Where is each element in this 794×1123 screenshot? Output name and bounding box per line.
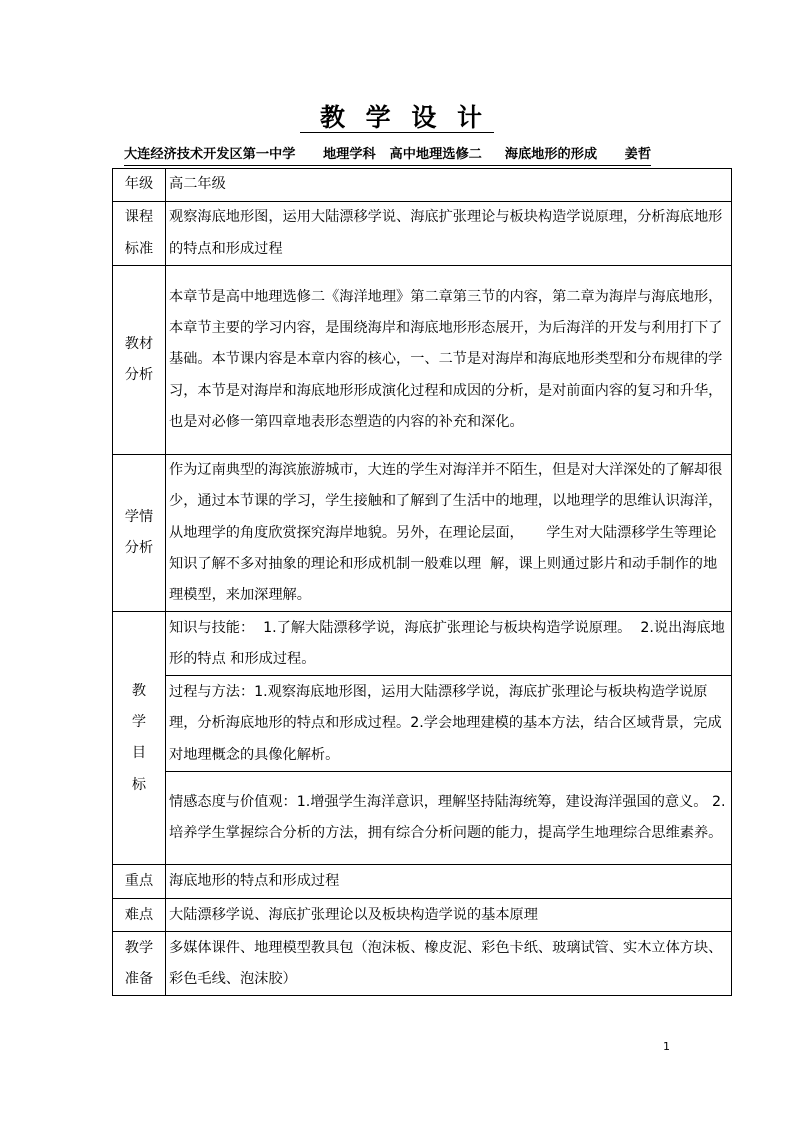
- goal-knowledge-text: 知识与技能： 1.了解大陆漂移学说，海底扩张理论与板块构造学说原理。 2.说出海底地形的特点 和形成过程。: [166, 612, 732, 676]
- row-goal-knowledge: [113, 612, 732, 676]
- material-analysis-text: 本章节是高中地理选修二《海洋地理》第二章第三节的内容，第二章为海岸与海底地形，本章节主要的学习内容，是围绕海岸和海底地形形态展开，为后海洋的开发与利用打下了基础。本节课内容是本章内容的核心，一、二节是对海岸和海底地形类型和分布规律的学习，本节是对海岸和海底地形形成演化过程和成因的分析，是对前面内容的复习和升华，也是对必修一第四章地表形态塑造的内容的补充和深化。: [166, 266, 732, 455]
- row-learner-analysis: [113, 455, 732, 612]
- page-number: 1: [663, 1040, 670, 1053]
- label-difficulty: 难点: [113, 899, 166, 932]
- document-subtitle: 大连经济技术开发区第一中学 地理学科 高中地理选修二 海底地形的形成 姜哲: [124, 145, 651, 166]
- grade-value: 高二年级: [166, 169, 732, 202]
- row-material-analysis: [113, 266, 732, 455]
- difficulty-text: 大陆漂移学说、海底扩张理论以及板块构造学说的基本原理: [166, 899, 732, 932]
- label-grade: 年级: [113, 169, 166, 202]
- label-key-point: 重点: [113, 865, 166, 899]
- label-learner-analysis: 学情 分析: [113, 455, 166, 612]
- row-teaching-preparation: [113, 932, 732, 996]
- row-key-point: [113, 865, 732, 899]
- label-teaching-goals: 教 学 目 标: [113, 612, 166, 865]
- learner-analysis-text: 作为辽南典型的海滨旅游城市，大连的学生对海洋并不陌生，但是对大洋深处的了解却很少，通过本节课的学习，学生接触和了解到了生活中的地理，以地理学的思维认识海洋，从地理学的角度欣赏探究海岸地貌。另外，在理论层面， 学生对大陆漂移学生等理论知识了解不多对抽象的理论和形成机制一般难以理 解，课上则通过影片和动手制作的地理模型，来加深理解。: [166, 455, 732, 612]
- row-goal-emotion: [113, 772, 732, 865]
- lesson-plan-table: [112, 168, 732, 996]
- row-grade: [113, 169, 732, 202]
- document-title: 教 学 设 计: [0, 101, 794, 135]
- label-curriculum-standard: 课程 标准: [113, 202, 166, 266]
- label-material-analysis: 教材 分析: [113, 266, 166, 455]
- label-teaching-preparation: 教学 准备: [113, 932, 166, 996]
- row-curriculum-standard: [113, 202, 732, 266]
- row-difficulty: [113, 899, 732, 932]
- goal-process-text: 过程与方法：1.观察海底地形图，运用大陆漂移学说，海底扩张理论与板块构造学说原理，分析海底地形的特点和形成过程。2.学会地理建模的基本方法，结合区域背景，完成对地理概念的具像化解析。: [166, 676, 732, 772]
- curriculum-standard-text: 观察海底地形图，运用大陆漂移学说、海底扩张理论与板块构造学说原理，分析海底地形的特点和形成过程: [166, 202, 732, 266]
- row-goal-process: [113, 676, 732, 772]
- goal-emotion-text: 情感态度与价值观：1.增强学生海洋意识，理解坚持陆海统筹，建设海洋强国的意义。 2.培养学生掌握综合分析的方法，拥有综合分析问题的能力，提高学生地理综合思维素养。: [166, 772, 732, 865]
- teaching-preparation-text: 多媒体课件、地理模型教具包（泡沫板、橡皮泥、彩色卡纸、玻璃试管、实木立体方块、彩色毛线、泡沫胶）: [166, 932, 732, 996]
- key-point-text: 海底地形的特点和形成过程: [166, 865, 732, 899]
